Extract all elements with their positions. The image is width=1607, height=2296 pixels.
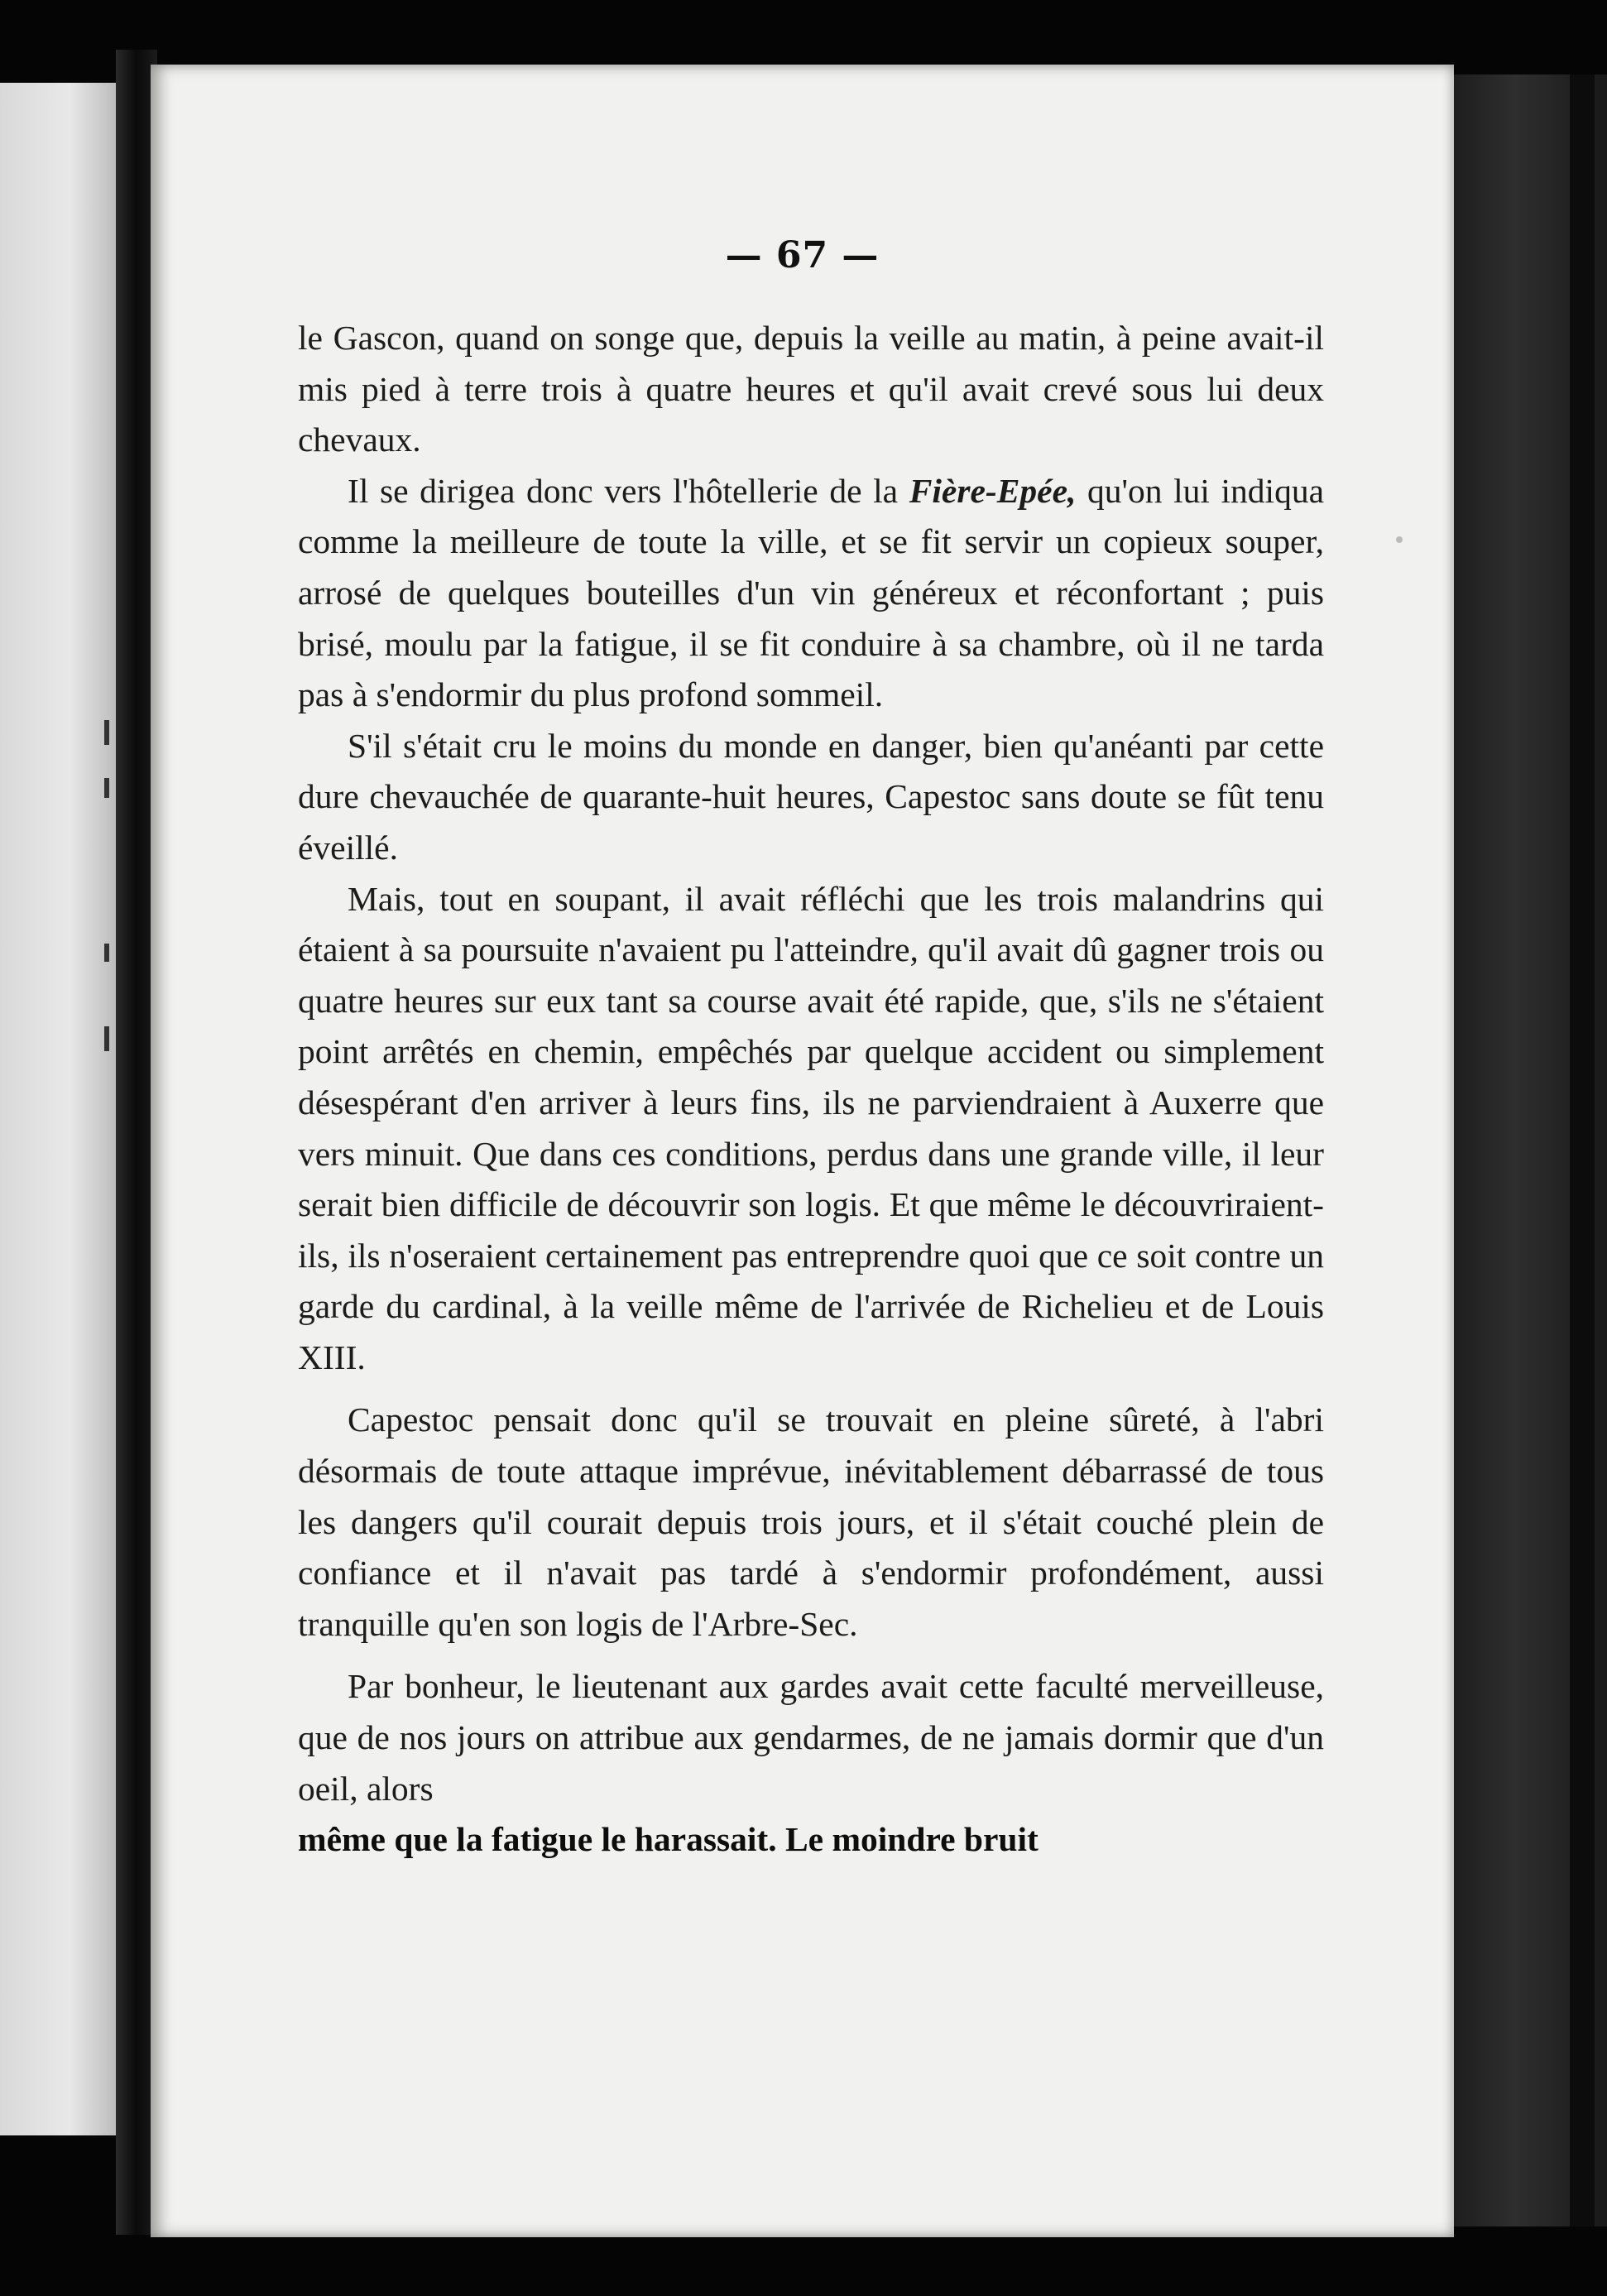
paragraph: même que la fatigue le harassait. Le moindre bruit bbox=[298, 1820, 1039, 1859]
ink-mark bbox=[104, 720, 109, 745]
paragraph-text: qu'on lui indiqua comme la meilleure de toute la ville, et se fit servir un copieux souper, arrosé de quelques bouteilles d'un vin généreux et réconfortant ; puis brisé, moulu par la fatigue, il se fit conduire à sa chambre, où il ne tarda pas à s'endormir du plus profond sommeil. bbox=[298, 471, 1324, 714]
book-edge-right bbox=[1454, 74, 1607, 2226]
paragraph: Capestoc pensait donc qu'il se trouvait en pleine sûreté, à l'abri désormais de toute attaque imprévue, inévitablement débarrassé de tous les dangers qu'il courait depuis trois jours, et il s'était couché plein de confiance et il n'avait pas tardé à s'endormir profondément, aussi tranquille qu'en son logis de l'Arbre-Sec. bbox=[298, 1400, 1324, 1643]
book-spine-strip bbox=[1570, 74, 1595, 2226]
page-number: — 67 — bbox=[725, 234, 880, 276]
paragraph-text: Il se dirigea donc vers l'hôtellerie de la bbox=[348, 471, 909, 510]
paragraph bbox=[298, 466, 1324, 721]
inn-name: Fière-Epée, bbox=[909, 471, 1077, 510]
ink-mark bbox=[104, 1026, 109, 1051]
body-text bbox=[298, 313, 1324, 1866]
paragraph: Par bonheur, le lieutenant aux gardes avait cette faculté merveilleuse, que de nos jours on attribue aux gendarmes, de ne jamais dormir que d'un oeil, alors bbox=[298, 1667, 1324, 1808]
paragraph: le Gascon, quand on songe que, depuis la veille au matin, à peine avait-il mis pied à terre trois à quatre heures et qu'il avait crevé sous lui deux chevaux. bbox=[298, 319, 1324, 459]
previous-page-edge bbox=[0, 83, 116, 2135]
book-page bbox=[151, 65, 1454, 2237]
paragraph: Mais, tout en soupant, il avait réfléchi que les trois malandrins qui étaient à sa poursuite n'avaient pu l'atteindre, qu'il avait dû gagner trois ou quatre heures sur eux tant sa course avait été rapide, que, s'ils ne s'étaient point arrêtés en chemin, empêchés par quelque accident ou simplement désespérant d'en arriver à leurs fins, ils ne parviendraient à Auxerre que vers minuit. Que dans ces conditions, perdus dans une grande ville, il leur serait bien difficile de découvrir son logis. Et que même le découvriraient-ils, ils n'oseraient certainement pas entreprendre quoi que ce soit contre un garde du cardinal, à la veille même de l'arrivée de Richelieu et de Louis XIII. bbox=[298, 879, 1324, 1376]
paper-speck bbox=[1396, 536, 1403, 543]
ink-mark bbox=[104, 944, 109, 962]
paragraph: S'il s'était cru le moins du monde en danger, bien qu'anéanti par cette dure chevauchée de quarante-huit heures, Capestoc sans doute se fût tenu éveillé. bbox=[298, 726, 1324, 867]
ink-mark bbox=[104, 778, 109, 798]
